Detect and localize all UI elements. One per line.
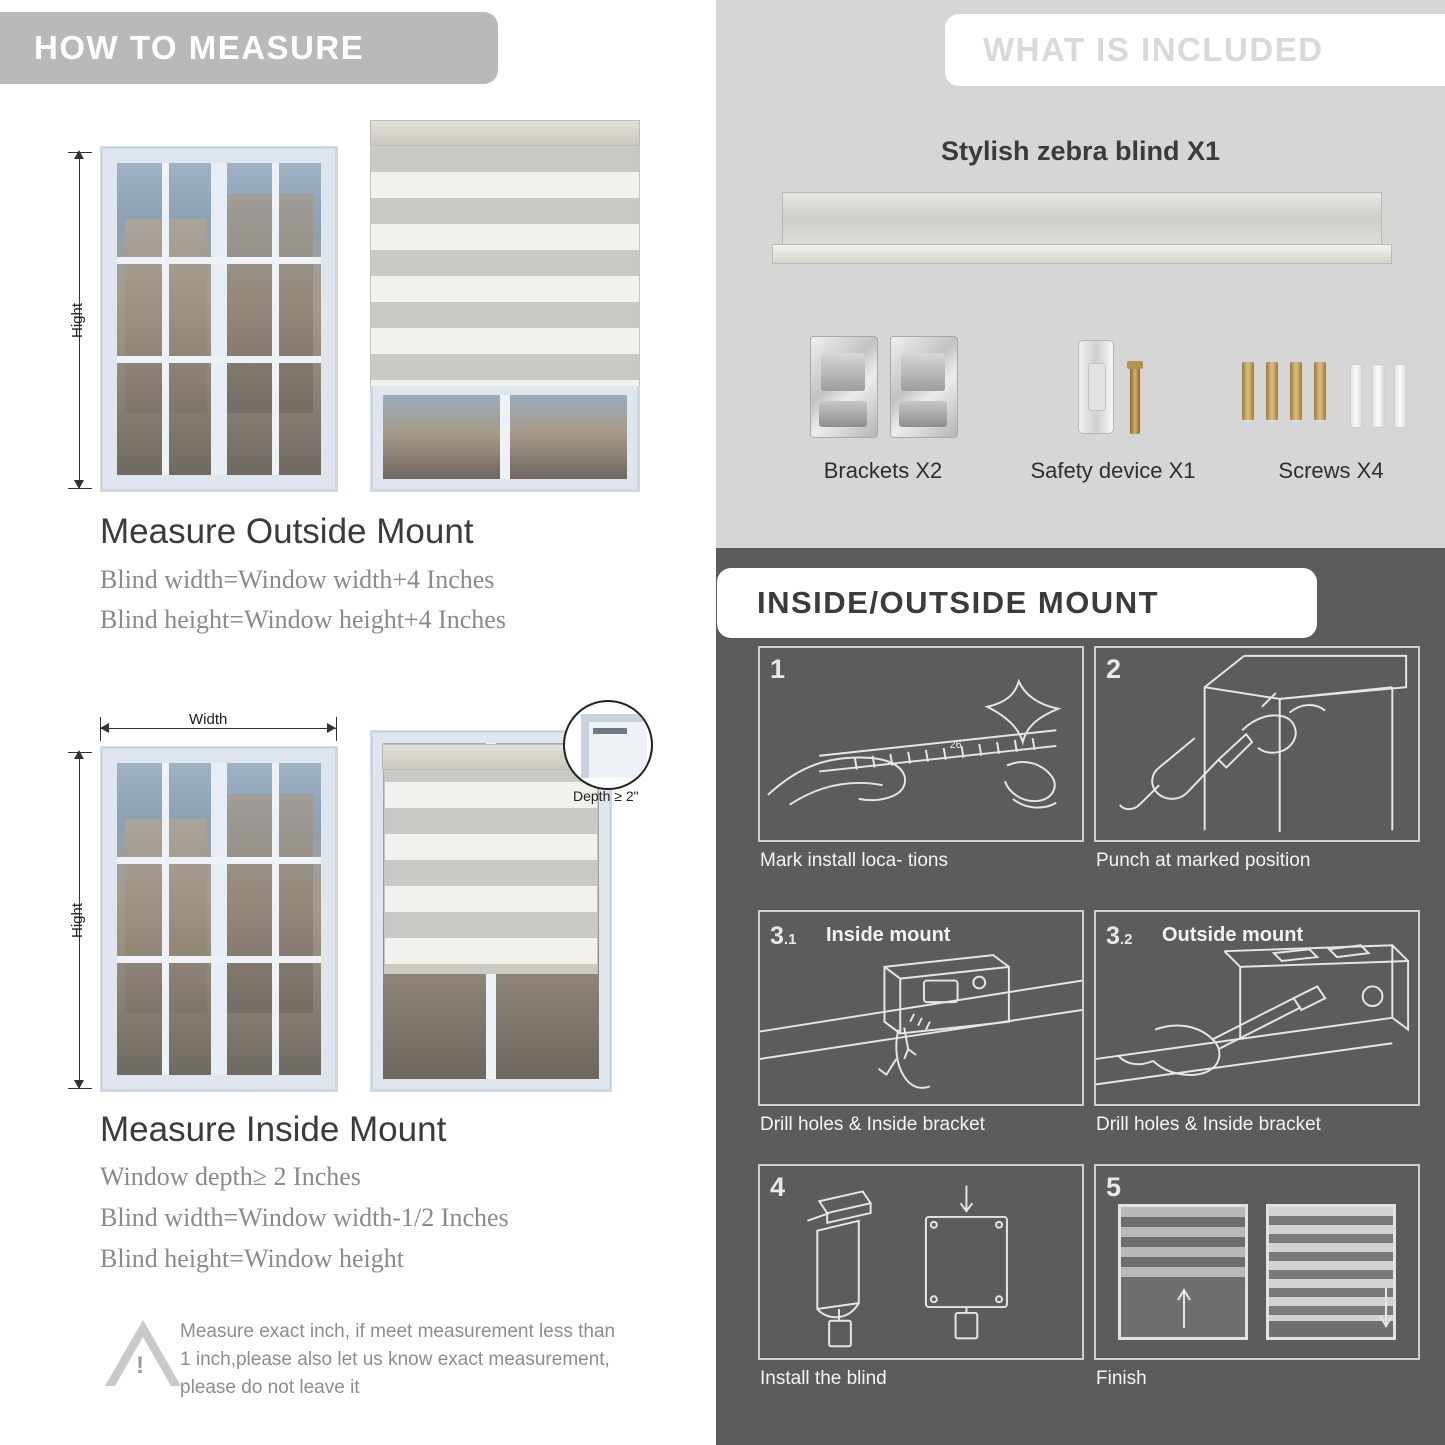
finish-left-arrow-icon: [1174, 1286, 1194, 1330]
wall-plug-1-icon: [1350, 364, 1363, 428]
window-center-post-2: [211, 763, 227, 1075]
outside-blind-fabric: [370, 146, 640, 386]
step-2-caption: Punch at marked position: [1096, 850, 1311, 871]
safety-device-icon: [1078, 340, 1114, 434]
inside-width-label: Width: [183, 711, 233, 728]
included-blind-title: Stylish zebra blind X1: [940, 136, 1221, 166]
brackets-label: Brackets X2: [823, 458, 943, 483]
inside-window-frame: [100, 746, 338, 1092]
finish-right-stripes: [1269, 1207, 1393, 1321]
screw-3-icon: [1290, 362, 1302, 420]
part-screws: [1220, 336, 1442, 496]
wall-plug-3-icon: [1394, 364, 1407, 428]
inside-width-arrow-left: [100, 723, 109, 733]
warning-exclamation-icon: !: [136, 1352, 144, 1379]
inside-mount-blind: [370, 730, 612, 1092]
step-2-number: 2: [1106, 654, 1122, 684]
step-1-caption: Mark install loca- tions: [760, 850, 948, 871]
step-1-box: [758, 646, 1084, 842]
headrail-bottom: [772, 244, 1392, 264]
inside-blind-fabric: [384, 756, 598, 974]
svg-text:26: 26: [949, 738, 962, 751]
screw-2-icon: [1266, 362, 1278, 420]
how-to-measure-tab: HOW TO MEASURE: [0, 12, 498, 84]
outside-blind-window-view: [383, 395, 627, 479]
outside-blind-headrail: [370, 120, 640, 146]
step-3-1-caption: Drill holes & Inside bracket: [760, 1114, 985, 1135]
step-4-caption: Install the blind: [760, 1368, 887, 1389]
inside-height-label: Hight: [69, 902, 87, 939]
what-is-included-tab: WHAT IS INCLUDED: [945, 14, 1445, 86]
step-5-box: [1094, 1164, 1420, 1360]
step-4-box: [758, 1164, 1084, 1360]
window-mullion-v2: [272, 163, 279, 475]
inside-mount-line-2: Blind width=Window width-1/2 Inches: [100, 1203, 509, 1232]
window-depth-callout: [563, 700, 653, 790]
inside-height-tick-top: [68, 752, 92, 753]
screws-label: Screws X4: [1278, 458, 1384, 483]
outside-window-glass: [117, 163, 321, 475]
screw-1-icon: [1242, 362, 1254, 420]
window-mullion-v4: [272, 763, 279, 1075]
inside-width-dimension-line: [100, 728, 336, 729]
outside-height-label: Hight: [69, 302, 87, 339]
inside-mount-line-3: Blind height=Window height: [100, 1244, 404, 1273]
part-safety-device: [1002, 336, 1224, 496]
safety-device-label: Safety device X1: [1030, 458, 1196, 483]
how-to-measure-panel: [0, 0, 712, 1445]
window-mullion-v3: [162, 763, 169, 1075]
bracket-1-icon: [810, 336, 878, 438]
inside-mount-diagram: [0, 700, 712, 1100]
step-4-sketch: [760, 1166, 1082, 1358]
window-mullion-h2: [117, 356, 321, 363]
finish-right-open: [1269, 1321, 1393, 1337]
step-3-1-number: 3.1: [770, 922, 797, 950]
step-3-2-box: [1094, 910, 1420, 1106]
step-1-number: 1: [770, 654, 786, 684]
step-3-2-inline-label: Outside mount: [1162, 924, 1304, 946]
step-5-caption: Finish: [1096, 1368, 1147, 1389]
finish-right-arrow-icon: [1376, 1286, 1396, 1330]
inside-mount-line-1: Window depth≥ 2 Inches: [100, 1162, 361, 1191]
window-mullion-h1: [117, 257, 321, 264]
inside-outside-mount-tab: INSIDE/OUTSIDE MOUNT: [717, 568, 1317, 638]
screw-4-icon: [1314, 362, 1326, 420]
outside-mount-diagram: [0, 100, 712, 500]
window-mullion-h4: [117, 956, 321, 963]
step-3-2-number: 3.2: [1106, 922, 1133, 950]
step-5-number: 5: [1106, 1172, 1122, 1202]
outside-mount-line-1: Blind width=Window width+4 Inches: [100, 565, 495, 594]
step-1-sketch: [760, 648, 1082, 840]
inside-mount-heading: Measure Inside Mount: [100, 1110, 447, 1149]
inside-width-arrow-right: [327, 723, 336, 733]
outside-height-tick-bottom: [68, 488, 92, 489]
outside-mount-heading: Measure Outside Mount: [100, 512, 474, 551]
outside-mount-blind: [370, 120, 640, 492]
headrail-top: [782, 192, 1382, 246]
inside-window-glass: [117, 763, 321, 1075]
bracket-2-icon: [890, 336, 958, 438]
outside-blind-window: [370, 382, 640, 492]
outside-mount-line-2: Blind height=Window height+4 Inches: [100, 605, 506, 634]
warning-text: Measure exact inch, if meet measurement less than 1 inch,please also let us know exact measurement, please do not leave it: [180, 1321, 616, 1398]
part-brackets: [772, 336, 994, 496]
window-center-post: [211, 163, 227, 475]
step-3-1-box: [758, 910, 1084, 1106]
step-3-2-caption: Drill holes & Inside bracket: [1096, 1114, 1321, 1135]
step-2-box: [1094, 646, 1420, 842]
zebra-blind-headrail-illustration: [772, 192, 1392, 264]
depth-label: Depth ≥ 2": [573, 788, 639, 804]
inside-width-tick-right: [336, 717, 337, 741]
step-4-number: 4: [770, 1172, 786, 1202]
step-2-sketch: [1096, 648, 1418, 840]
inside-width-tick-left: [100, 717, 101, 741]
window-mullion-v1: [162, 163, 169, 475]
wall-plug-2-icon: [1372, 364, 1385, 428]
inside-height-tick-bottom: [68, 1088, 92, 1089]
outside-height-tick-top: [68, 152, 92, 153]
step-3-1-inline-label: Inside mount: [826, 924, 951, 946]
what-is-included-panel: [716, 0, 1445, 548]
window-mullion-h3: [117, 857, 321, 864]
outside-window-frame: [100, 146, 338, 492]
safety-screw-icon: [1130, 366, 1140, 434]
inside-outside-mount-panel: [716, 548, 1445, 1445]
outside-blind-window-post: [500, 395, 510, 479]
depth-corner-illustration: [581, 714, 647, 778]
finish-left-stripes: [1121, 1207, 1245, 1282]
